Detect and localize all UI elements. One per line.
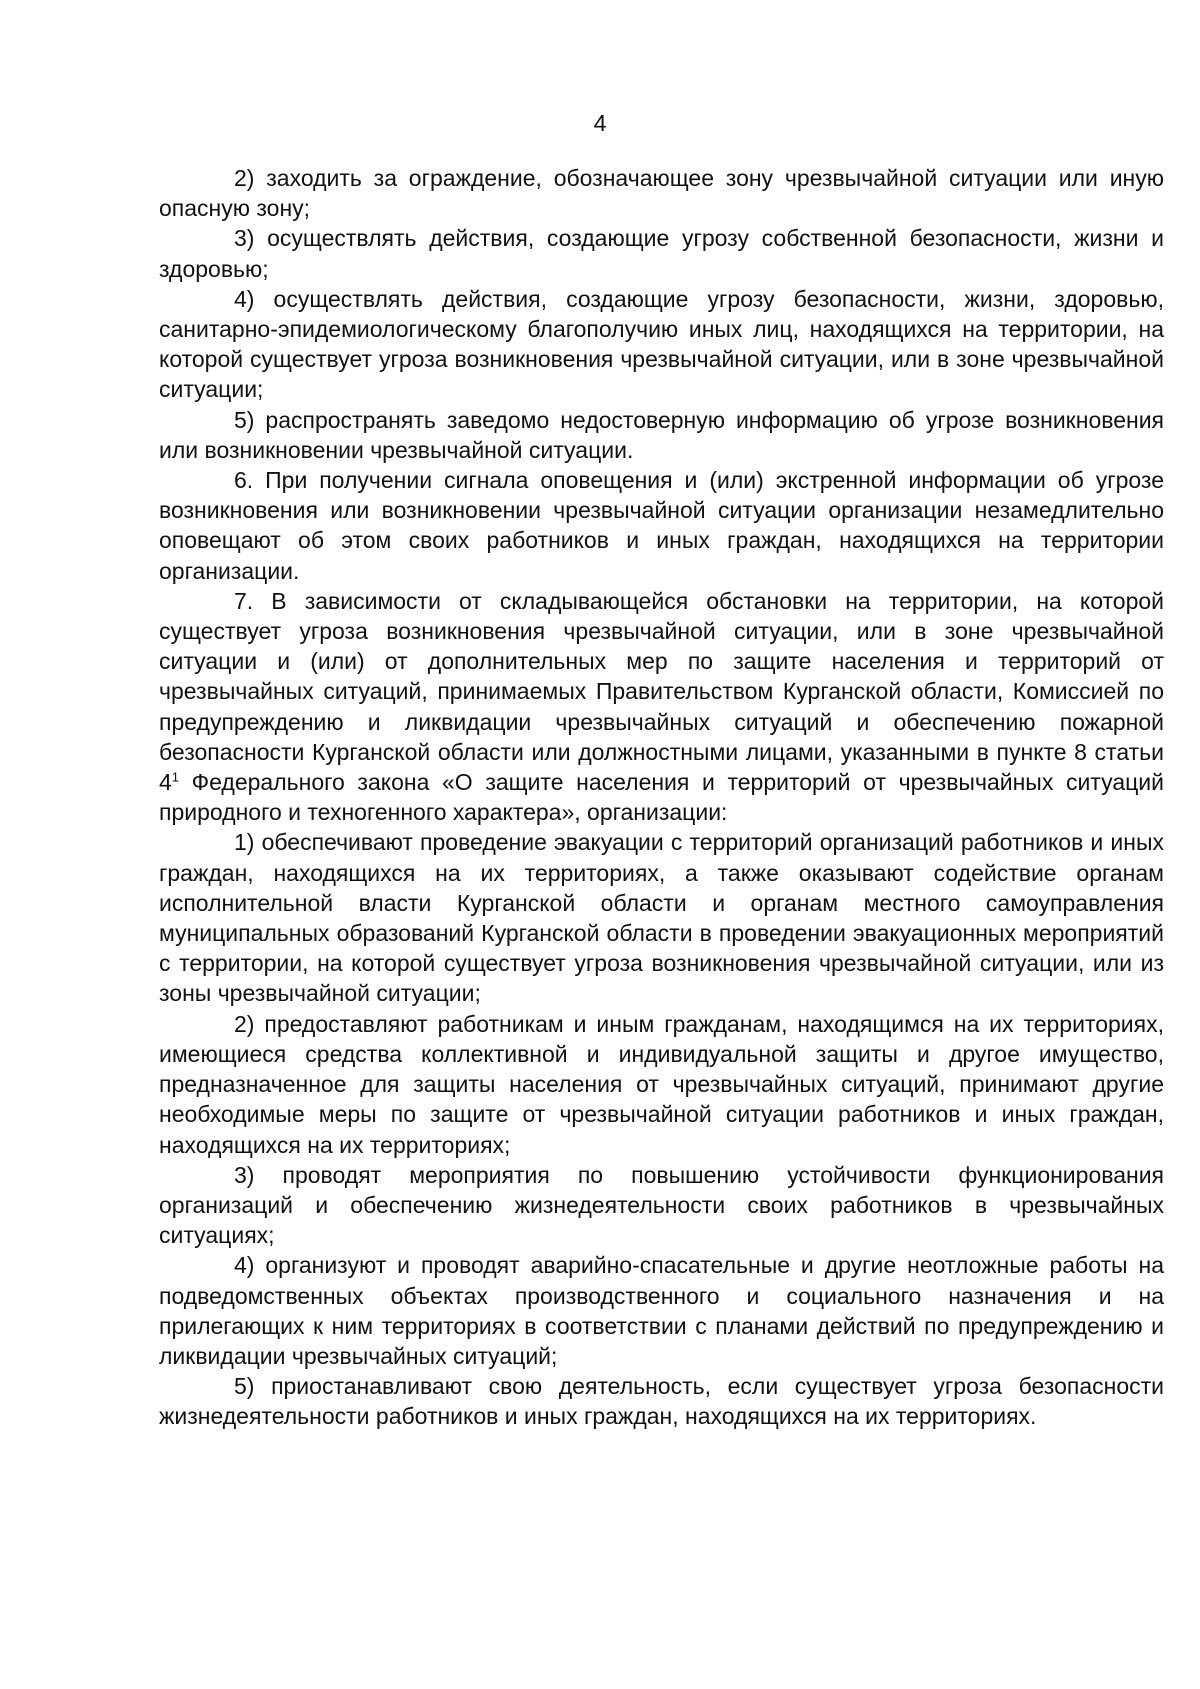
paragraph-subitem-4: 4) организуют и проводят аварийно-спасательные и другие неотложные работы на подведомственных объектах производственного и социального назначения и на прилегающих к ним территориях в соответствии с планами действий по предупреждению и ликвидации чрезвычайных ситуаций; bbox=[159, 1252, 1164, 1369]
paragraph-subitem-1: 1) обеспечивают проведение эвакуации с территорий организаций работников и иных граждан, находящихся на их территориях, а также оказывают содействие органам исполнительной власти Курганской области и органам местного самоуправления муниципальных образований Курганской области в проведении эвакуационных мероприятий с территории, на которой существует угроза возникновения чрезвычайной ситуации, или из зоны чрезвычайной ситуации; bbox=[159, 829, 1164, 1007]
clause-7-text-after-superscript: Федерального закона «О защите населения и территорий от чрезвычайных ситуаций природного и техногенного характера», организации: bbox=[159, 769, 1164, 826]
article-superscript: 1 bbox=[171, 769, 180, 785]
paragraph-item-4: 4) осуществлять действия, создающие угрозу безопасности, жизни, здоровью, санитарно-эпидемиологическому благополучию иных лиц, находящихся на территории, на которой существует угроза возникновения чрезвычайной ситуации, или в зоне чрезвычайной ситуации; bbox=[159, 285, 1164, 403]
clause-7-text-before-superscript: 7. В зависимости от складывающейся обстановки на территории, на которой существует угроза возникновения чрезвычайной ситуации, или в зоне чрезвычайной ситуации и (или) от дополнительных мер по защите населения и территорий от чрезвычайных ситуаций, принимаемых Правительством Курганской области, Комиссией по предупреждению и ликвидации чрезвычайных ситуаций и обеспечению пожарной безопасности Курганской области или должностными лицами, указанными в пункте 8 статьи 4 bbox=[159, 587, 1164, 796]
paragraph-clause-6: 6. При получении сигнала оповещения и (или) экстренной информации об угрозе возникновения или возникновении чрезвычайной ситуации организации незамедлительно оповещают об этом своих работников и иных граждан, находящихся на территории организации. bbox=[159, 467, 1164, 584]
paragraph-subitem-3: 3) проводят мероприятия по повышению устойчивости функционирования организаций и обеспечению жизнедеятельности своих работников в чрезвычайных ситуациях; bbox=[159, 1161, 1164, 1249]
paragraph-clause-7 bbox=[159, 586, 1164, 828]
page-number: 4 bbox=[593, 110, 607, 136]
paragraph-subitem-5: 5) приостанавливают свою деятельность, если существует угроза безопасности жизнедеятельности работников и иных граждан, находящихся на их территориях. bbox=[159, 1373, 1164, 1430]
document-body bbox=[159, 163, 1164, 1432]
paragraph-subitem-2: 2) предоставляют работникам и иным гражданам, находящимся на их территориях, имеющиеся средства коллективной и индивидуальной защиты и другое имущество, предназначенное для защиты населения от чрезвычайных ситуаций, принимают другие необходимые меры по защите от чрезвычайной ситуации работников и иных граждан, находящихся на их территориях; bbox=[159, 1010, 1164, 1158]
paragraph-item-3: 3) осуществлять действия, создающие угрозу собственной безопасности, жизни и здоровью; bbox=[159, 225, 1164, 282]
paragraph-item-5: 5) распространять заведомо недостоверную информацию об угрозе возникновения или возникновении чрезвычайной ситуации. bbox=[159, 406, 1164, 463]
paragraph-item-2: 2) заходить за ограждение, обозначающее зону чрезвычайной ситуации или иную опасную зону; bbox=[159, 165, 1164, 222]
